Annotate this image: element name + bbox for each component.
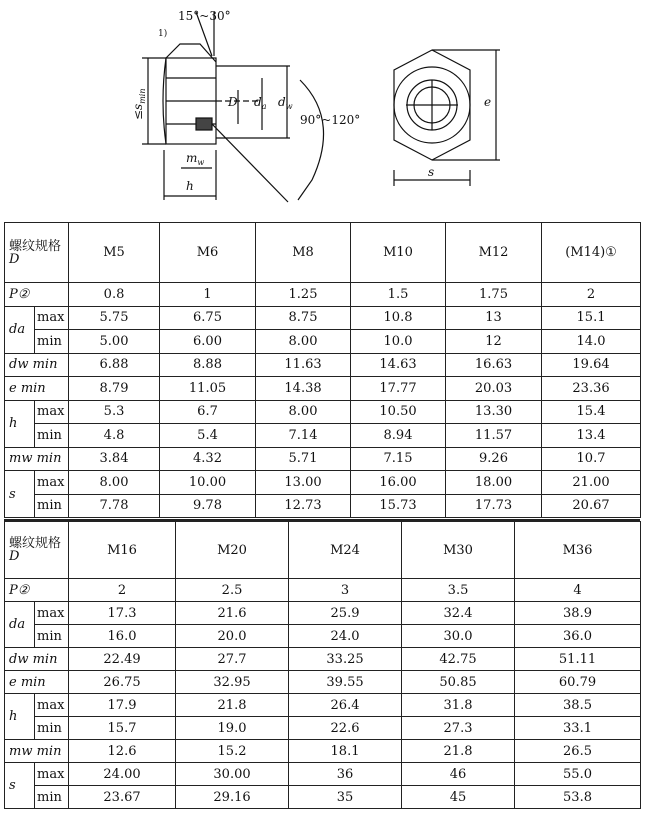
- row-qualifier: min: [35, 717, 69, 740]
- row-label-dw-min: dw min: [5, 353, 69, 377]
- value-cell: 6.00: [160, 330, 256, 354]
- header-row: [5, 223, 641, 283]
- value-cell: 0.8: [69, 283, 160, 307]
- value-cell: 21.8: [402, 740, 515, 763]
- value-cell: 14.0: [542, 330, 641, 354]
- value-cell: 31.8: [402, 694, 515, 717]
- size-header: M8: [256, 223, 351, 283]
- value-cell: 23.36: [542, 377, 641, 401]
- value-cell: 53.8: [515, 786, 641, 809]
- value-cell: 11.05: [160, 377, 256, 401]
- value-cell: 5.3: [69, 400, 160, 424]
- value-cell: 32.95: [176, 671, 289, 694]
- note-marker: 1): [158, 29, 168, 39]
- da-label: $d_a$: [254, 95, 267, 111]
- value-cell: 8.79: [69, 377, 160, 401]
- value-cell: 4.32: [160, 447, 256, 471]
- table-row: [5, 353, 641, 377]
- value-cell: 21.8: [176, 694, 289, 717]
- value-cell: 13.30: [446, 400, 542, 424]
- row-qualifier: min: [35, 424, 69, 448]
- value-cell: 42.75: [402, 648, 515, 671]
- row-label-h: h: [5, 400, 35, 447]
- header-row: [5, 522, 641, 579]
- s-label: s: [428, 165, 435, 179]
- value-cell: 4.8: [69, 424, 160, 448]
- value-cell: 1.25: [256, 283, 351, 307]
- table-row: [5, 786, 641, 809]
- value-cell: 15.7: [69, 717, 176, 740]
- value-cell: 7.15: [351, 447, 446, 471]
- value-cell: 8.00: [256, 330, 351, 354]
- table-row: [5, 671, 641, 694]
- table-row: [5, 447, 641, 471]
- front-view: [394, 50, 500, 186]
- side-view: [163, 44, 288, 202]
- value-cell: 20.0: [176, 625, 289, 648]
- value-cell: 10.7: [542, 447, 641, 471]
- value-cell: 9.26: [446, 447, 542, 471]
- value-cell: 10.0: [351, 330, 446, 354]
- size-header: M30: [402, 522, 515, 579]
- row-qualifier: max: [35, 400, 69, 424]
- table-row: [5, 763, 641, 786]
- value-cell: 13.4: [542, 424, 641, 448]
- value-cell: 13.00: [256, 471, 351, 495]
- value-cell: 38.5: [515, 694, 641, 717]
- value-cell: 14.63: [351, 353, 446, 377]
- size-header: M36: [515, 522, 641, 579]
- value-cell: 11.63: [256, 353, 351, 377]
- value-cell: 12.73: [256, 494, 351, 518]
- spec-table-1: [4, 222, 641, 518]
- value-cell: 26.75: [69, 671, 176, 694]
- row-qualifier: max: [35, 763, 69, 786]
- value-cell: 12: [446, 330, 542, 354]
- value-cell: 16.00: [351, 471, 446, 495]
- table-row: [5, 283, 641, 307]
- value-cell: 16.63: [446, 353, 542, 377]
- value-cell: 22.49: [69, 648, 176, 671]
- row-qualifier: min: [35, 494, 69, 518]
- h-label: h: [186, 179, 194, 193]
- value-cell: 17.77: [351, 377, 446, 401]
- row-label-s: s: [5, 763, 35, 809]
- angle-bottom-label: 90°~120°: [300, 113, 361, 127]
- value-cell: 45: [402, 786, 515, 809]
- value-cell: 8.00: [69, 471, 160, 495]
- value-cell: 19.0: [176, 717, 289, 740]
- value-cell: 27.3: [402, 717, 515, 740]
- value-cell: 26.5: [515, 740, 641, 763]
- value-cell: 15.1: [542, 306, 641, 330]
- value-cell: 1: [160, 283, 256, 307]
- size-header: M6: [160, 223, 256, 283]
- row-label-e-min: e min: [5, 377, 69, 401]
- value-cell: 6.75: [160, 306, 256, 330]
- value-cell: 7.14: [256, 424, 351, 448]
- row-label-mw-min: mw min: [5, 447, 69, 471]
- value-cell: 55.0: [515, 763, 641, 786]
- value-cell: 1.5: [351, 283, 446, 307]
- value-cell: 33.25: [289, 648, 402, 671]
- nut-drawing: [0, 0, 650, 222]
- value-cell: 10.50: [351, 400, 446, 424]
- value-cell: 5.75: [69, 306, 160, 330]
- table-row: [5, 494, 641, 518]
- value-cell: 8.94: [351, 424, 446, 448]
- row-label-s: s: [5, 471, 35, 518]
- value-cell: 15.73: [351, 494, 446, 518]
- d-label: D: [228, 95, 238, 109]
- dw-label: $d_w$: [278, 95, 293, 111]
- value-cell: 46: [402, 763, 515, 786]
- value-cell: 27.7: [176, 648, 289, 671]
- value-cell: 12.6: [69, 740, 176, 763]
- value-cell: 15.2: [176, 740, 289, 763]
- size-header: M10: [351, 223, 446, 283]
- s-min-label: $\le s_{min}$: [131, 88, 147, 120]
- table-row: [5, 740, 641, 763]
- row-label-dw-min: dw min: [5, 648, 69, 671]
- thread-spec-header: 螺纹规格 D: [5, 522, 69, 579]
- row-qualifier: max: [35, 306, 69, 330]
- value-cell: 50.85: [402, 671, 515, 694]
- value-cell: 8.75: [256, 306, 351, 330]
- row-label-pitch: P②: [5, 579, 69, 602]
- value-cell: 30.0: [402, 625, 515, 648]
- angle-top-label: 15°~30°: [178, 9, 231, 23]
- value-cell: 33.1: [515, 717, 641, 740]
- value-cell: 13: [446, 306, 542, 330]
- value-cell: 4: [515, 579, 641, 602]
- value-cell: 51.11: [515, 648, 641, 671]
- table-row: [5, 694, 641, 717]
- value-cell: 26.4: [289, 694, 402, 717]
- value-cell: 15.4: [542, 400, 641, 424]
- table-row: [5, 648, 641, 671]
- value-cell: 17.73: [446, 494, 542, 518]
- value-cell: 14.38: [256, 377, 351, 401]
- value-cell: 18.1: [289, 740, 402, 763]
- size-header: M5: [69, 223, 160, 283]
- value-cell: 29.16: [176, 786, 289, 809]
- value-cell: 35: [289, 786, 402, 809]
- value-cell: 3: [289, 579, 402, 602]
- value-cell: 10.8: [351, 306, 446, 330]
- row-qualifier: max: [35, 602, 69, 625]
- row-label-pitch: P②: [5, 283, 69, 307]
- thread-spec-header: 螺纹规格 D: [5, 223, 69, 283]
- value-cell: 21.00: [542, 471, 641, 495]
- value-cell: 21.6: [176, 602, 289, 625]
- value-cell: 5.00: [69, 330, 160, 354]
- value-cell: 8.00: [256, 400, 351, 424]
- value-cell: 6.88: [69, 353, 160, 377]
- row-label-e-min: e min: [5, 671, 69, 694]
- row-qualifier: max: [35, 694, 69, 717]
- value-cell: 20.67: [542, 494, 641, 518]
- row-label-h: h: [5, 694, 35, 740]
- value-cell: 8.88: [160, 353, 256, 377]
- table-row: [5, 579, 641, 602]
- size-header: M12: [446, 223, 542, 283]
- table-row: [5, 377, 641, 401]
- table-row: [5, 471, 641, 495]
- value-cell: 10.00: [160, 471, 256, 495]
- value-cell: 3.84: [69, 447, 160, 471]
- size-header: M16: [69, 522, 176, 579]
- value-cell: 24.0: [289, 625, 402, 648]
- value-cell: 1.75: [446, 283, 542, 307]
- value-cell: 39.55: [289, 671, 402, 694]
- value-cell: 2.5: [176, 579, 289, 602]
- value-cell: 2: [69, 579, 176, 602]
- value-cell: 5.71: [256, 447, 351, 471]
- value-cell: 20.03: [446, 377, 542, 401]
- value-cell: 17.3: [69, 602, 176, 625]
- value-cell: 25.9: [289, 602, 402, 625]
- size-header: M24: [289, 522, 402, 579]
- table-row: [5, 717, 641, 740]
- value-cell: 38.9: [515, 602, 641, 625]
- size-header: (M14)①: [542, 223, 641, 283]
- value-cell: 9.78: [160, 494, 256, 518]
- value-cell: 60.79: [515, 671, 641, 694]
- value-cell: 19.64: [542, 353, 641, 377]
- value-cell: 6.7: [160, 400, 256, 424]
- table-row: [5, 400, 641, 424]
- row-label-da: da: [5, 602, 35, 648]
- table-row: [5, 306, 641, 330]
- spec-table-2: [4, 521, 641, 809]
- value-cell: 16.0: [69, 625, 176, 648]
- value-cell: 11.57: [446, 424, 542, 448]
- value-cell: 23.67: [69, 786, 176, 809]
- row-qualifier: min: [35, 625, 69, 648]
- row-label-mw-min: mw min: [5, 740, 69, 763]
- value-cell: 24.00: [69, 763, 176, 786]
- row-qualifier: max: [35, 471, 69, 495]
- row-qualifier: min: [35, 786, 69, 809]
- row-qualifier: min: [35, 330, 69, 354]
- table-row: [5, 424, 641, 448]
- value-cell: 32.4: [402, 602, 515, 625]
- size-header: M20: [176, 522, 289, 579]
- row-label-da: da: [5, 306, 35, 353]
- mw-label: $m_w$: [186, 151, 205, 167]
- table-row: [5, 602, 641, 625]
- value-cell: 2: [542, 283, 641, 307]
- value-cell: 18.00: [446, 471, 542, 495]
- value-cell: 22.6: [289, 717, 402, 740]
- e-label: e: [484, 95, 492, 109]
- value-cell: 7.78: [69, 494, 160, 518]
- value-cell: 5.4: [160, 424, 256, 448]
- value-cell: 30.00: [176, 763, 289, 786]
- value-cell: 36.0: [515, 625, 641, 648]
- value-cell: 17.9: [69, 694, 176, 717]
- table-row: [5, 625, 641, 648]
- value-cell: 3.5: [402, 579, 515, 602]
- table-row: [5, 330, 641, 354]
- value-cell: 36: [289, 763, 402, 786]
